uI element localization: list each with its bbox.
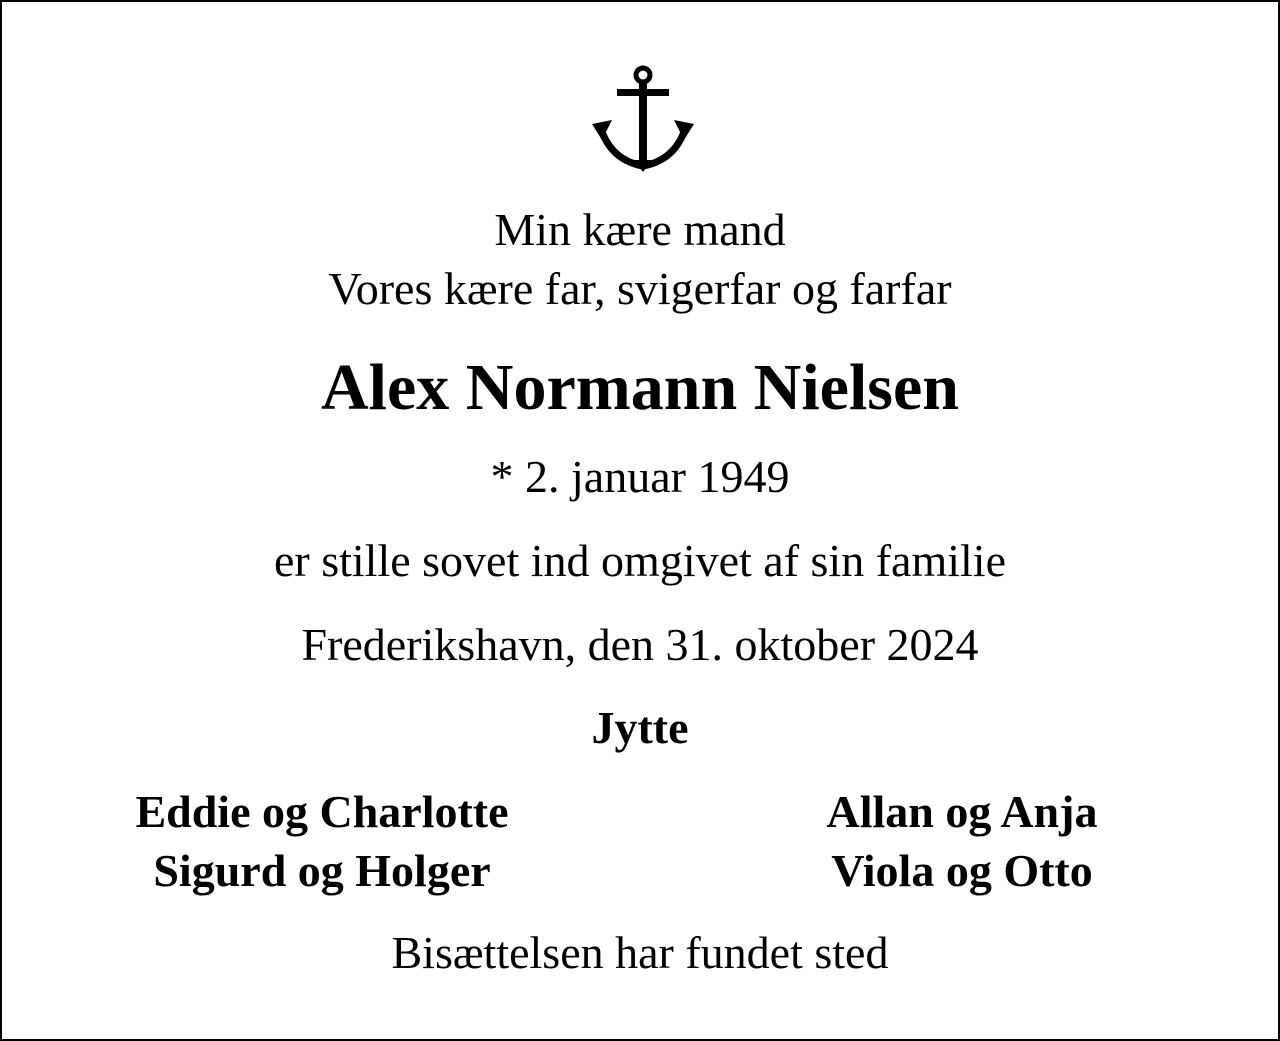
birth-date: * 2. januar 1949 [490,451,790,502]
intro-line-2: Vores kære far, svigerfar og farfar [328,263,952,314]
family-right-line-1: Allan og Anja [826,786,1098,837]
passing-text: er stille sovet ind omgivet af sin familie [273,535,1006,586]
family-left-line-1: Eddie og Charlotte [135,786,509,837]
family-left-line-2: Sigurd og Holger [153,845,491,896]
spouse-name: Jytte [591,702,689,753]
intro-line-1: Min kære mand [494,204,786,255]
deceased-name: Alex Normann Nielsen [321,351,959,424]
place-and-date: Frederikshavn, den 31. oktober 2024 [301,619,979,670]
funeral-note: Bisættelsen har fundet sted [391,927,889,978]
anchor-icon [590,64,696,172]
family-right-line-2: Viola og Otto [831,845,1093,896]
